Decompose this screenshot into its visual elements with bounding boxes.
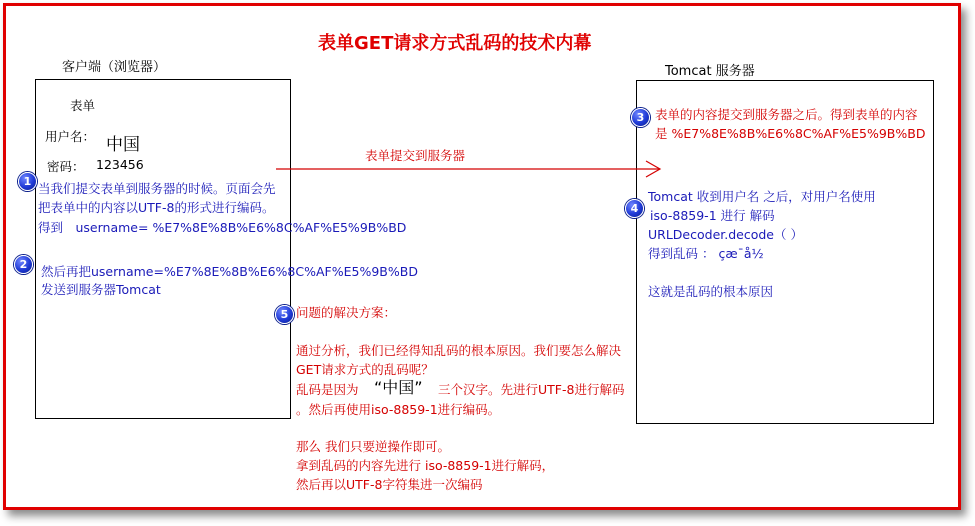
submit-arrow	[276, 158, 666, 180]
step-4-line-1: Tomcat 收到用户名 之后，对用户名使用	[648, 189, 876, 204]
client-label: 客户端（浏览器）	[62, 60, 167, 75]
step-4-line-4: 得到乱码 ： çæ¯å½	[648, 246, 764, 261]
diagram-title: 表单GET请求方式乱码的技术内幕	[318, 33, 592, 54]
step-5-line-4: 。然后再使用iso-8859-1进行编码。	[296, 402, 501, 417]
step-5-badge: 5	[275, 305, 294, 324]
step-1-line-1: 当我们提交表单到服务器的时候。页面会先	[38, 181, 276, 196]
step-2-line-2: 发送到服务器Tomcat	[41, 282, 161, 297]
step-4-line-6: 这就是乱码的根本原因	[648, 284, 774, 299]
step-1-line-3: 得到 username= %E7%8E%8B%E6%8C%AF%E5%9B%BD	[38, 220, 407, 235]
step-5-line-7: 拿到乱码的内容先进行 iso-8859-1进行解码，	[296, 458, 555, 473]
form-title: 表单	[70, 98, 96, 113]
step-5-quoted-word: “中国”	[374, 378, 423, 397]
step-4-line-3: URLDecoder.decode（ ）	[648, 227, 803, 242]
step-5-heading: 问题的解决方案：	[296, 305, 397, 320]
step-1-badge: 1	[18, 172, 37, 191]
step-2-line-1: 然后再把username=%E7%8E%8B%E6%8C%AF%E5%9B%BD	[41, 264, 418, 279]
step-3-line-2: 是 %E7%8E%8B%E6%8C%AF%E5%9B%BD	[655, 126, 926, 141]
server-label: Tomcat 服务器	[665, 64, 755, 79]
step-3-badge: 3	[631, 108, 650, 127]
step-5-line-2: GET请求方式的乱码呢？	[296, 362, 434, 377]
step-5-line-1: 通过分析，我们已经得知乱码的根本原因。我们要怎么解决	[296, 343, 622, 358]
password-value: 123456	[96, 157, 144, 172]
password-label: 密码：	[47, 159, 85, 174]
step-5-line-8: 然后再以UTF-8字符集进一次编码	[296, 477, 483, 492]
step-5-after-quote: 三个汉字。先进行UTF-8进行解码	[438, 382, 625, 397]
step-4-line-2: iso-8859-1 进行 解码	[650, 208, 775, 223]
arrow-label: 表单提交到服务器	[365, 148, 466, 163]
username-label: 用户名：	[45, 129, 96, 144]
username-value: 中国	[106, 135, 140, 155]
step-2-badge: 2	[14, 255, 33, 274]
step-3-line-1: 表单的内容提交到服务器之后。得到表单的内容	[655, 107, 918, 122]
step-1-line-2: 把表单中的内容以UTF-8的形式进行编码。	[38, 200, 275, 215]
step-5-line-3: 乱码是因为	[296, 382, 359, 397]
step-5-line-6: 那么 我们只要逆操作即可。	[296, 439, 450, 454]
step-4-badge: 4	[625, 199, 644, 218]
